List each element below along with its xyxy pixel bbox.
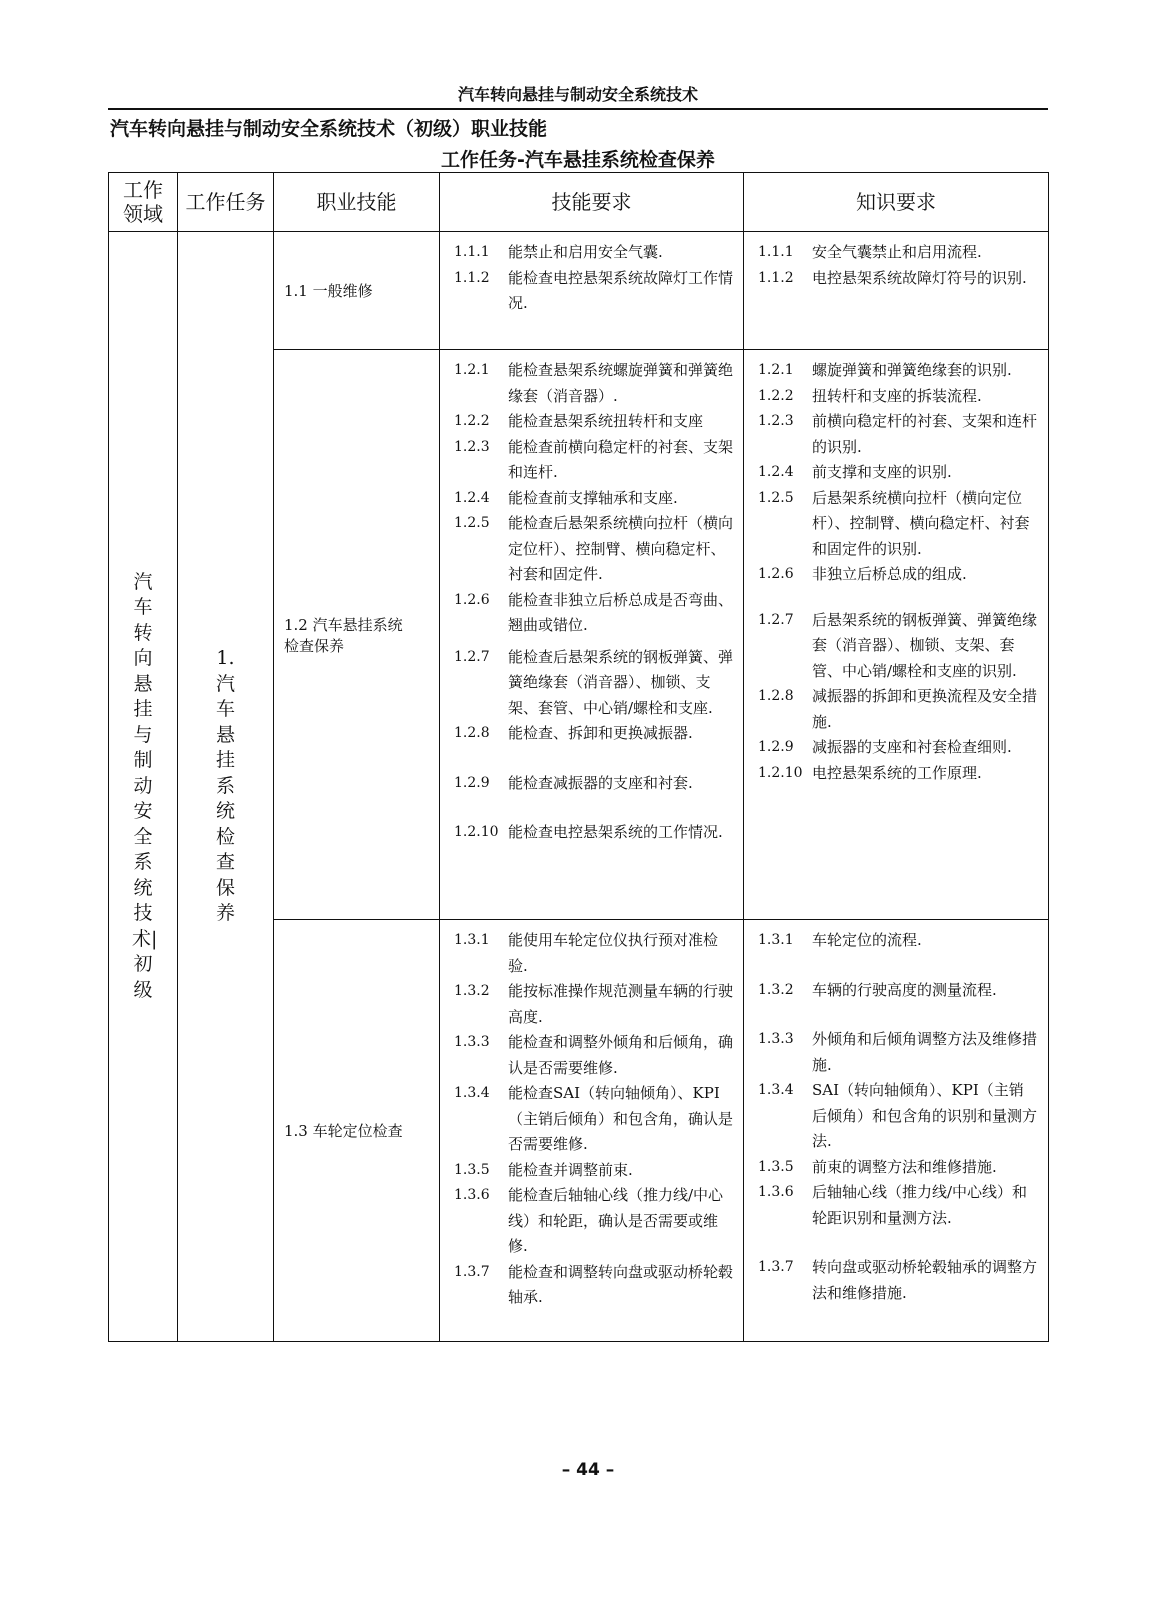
task-text: 1.汽车悬挂系统检查保养	[215, 647, 235, 925]
list-item: 1.3.4 能检查SAI（转向轴倾角）、KPI（主销后倾角）和包含角，确认是否需要维修.	[454, 1084, 734, 1153]
knowledge-cell	[744, 232, 1049, 350]
header-task: 工作任务	[178, 173, 274, 232]
list-item: 1.3.5 前束的调整方法和维修措施.	[758, 1157, 997, 1176]
list-item: 1.2.2 能检查悬架系统扭转杆和支座	[454, 412, 704, 430]
list-item: 1.3.3 外倾角和后倾角调整方法及维修措施.	[758, 1030, 1038, 1074]
list-item: 1.2.10 电控悬架系统的工作原理.	[758, 763, 982, 782]
ability-cell	[440, 232, 744, 350]
list-item: 1.2.2 扭转杆和支座的拆装流程.	[758, 386, 982, 405]
header-ability: 技能要求	[440, 173, 744, 232]
table-row	[109, 232, 1049, 350]
list-item: 1.3.1 能使用车轮定位仪执行预对准检验.	[454, 931, 719, 975]
list-item: 1.2.7 后悬架系统的钢板弹簧、弹簧绝缘套（消音器）、枷锁、支架、套管、中心销/螺栓和支座的识别.	[758, 610, 1038, 680]
list-item: 1.1.2 能检查电控悬架系统故障灯工作情况.	[454, 268, 734, 312]
list-item: 1.2.1 螺旋弹簧和弹簧绝缘套的识别.	[758, 361, 1012, 379]
list-item: 1.2.3 能检查前横向稳定杆的衬套、支架和连杆.	[454, 437, 734, 481]
header-skill: 职业技能	[274, 173, 440, 232]
list-item: 1.3.7 能检查和调整转向盘或驱动桥轮毂轴承.	[454, 1262, 734, 1306]
list-item: 1.1.1 安全气囊禁止和启用流程.	[758, 243, 982, 261]
knowledge-cell	[744, 920, 1049, 1342]
list-item: 1.2.5 后悬架系统横向拉杆（横向定位杆）、控制臂、横向稳定杆、衬套和固定件的识别.	[758, 488, 1030, 558]
list-item: 1.3.1 车轮定位的流程.	[758, 931, 922, 949]
list-item: 1.2.8 减振器的拆卸和更换流程及安全措施.	[758, 687, 1038, 731]
list-item: 1.2.7 能检查后悬架系统的钢板弹簧、弹簧绝缘套（消音器）、枷锁、支架、套管、中心销/螺栓和支座.	[454, 647, 734, 717]
skills-table	[108, 172, 1049, 1342]
task-cell	[178, 232, 274, 1342]
skill-cell	[274, 232, 440, 350]
list-item: 1.2.3 前横向稳定杆的衬套、支架和连杆的识别.	[758, 412, 1038, 456]
list-item: 1.2.6 能检查非独立后桥总成是否弯曲、翘曲或错位.	[454, 590, 734, 634]
list-item: 1.2.5 能检查后悬架系统横向拉杆（横向定位杆）、控制臂、横向稳定杆、衬套和固定件.	[454, 514, 734, 583]
list-item: 1.3.2 能按标准操作规范测量车辆的行驶高度.	[454, 982, 734, 1026]
list-item: 1.2.1 能检查悬架系统螺旋弹簧和弹簧绝缘套（消音器）.	[454, 361, 734, 405]
header-domain: 工作领域	[109, 173, 178, 232]
knowledge-cell	[744, 350, 1049, 920]
list-item: 1.1.1 能禁止和启用安全气囊.	[454, 243, 663, 261]
list-item: 1.2.9 能检查减振器的支座和衬套.	[454, 773, 693, 792]
ability-cell	[440, 350, 744, 920]
running-header: 汽车转向悬挂与制动安全系统技术	[457, 85, 698, 104]
skill-text: 1.2 汽车悬挂系统检查保养	[284, 615, 403, 655]
document-title: 汽车转向悬挂与制动安全系统技术（初级）职业技能	[110, 118, 548, 140]
header-knowledge: 知识要求	[744, 173, 1049, 232]
table-header-row	[109, 173, 1049, 232]
skill-cell	[274, 920, 440, 1342]
list-item: 1.3.2 车辆的行驶高度的测量流程.	[758, 980, 997, 999]
skill-text: 1.3 车轮定位检查	[284, 1122, 403, 1140]
list-item: 1.3.6 能检查后轴轴心线（推力线/中心线）和轮距，确认是否需要或维修.	[454, 1186, 724, 1255]
list-item: 1.2.4 前支撑和支座的识别.	[758, 463, 952, 481]
list-item: 1.2.9 减振器的支座和衬套检查细则.	[758, 738, 1012, 756]
list-item: 1.2.8 能检查、拆卸和更换减振器.	[454, 724, 693, 742]
skill-text: 1.1 一般维修	[284, 282, 373, 300]
list-item: 1.3.3 能检查和调整外倾角和后倾角，确认是否需要维修.	[454, 1033, 734, 1077]
list-item: 1.3.7 转向盘或驱动桥轮毂轴承的调整方法和维修措施.	[758, 1258, 1038, 1302]
page-number: – 44 –	[561, 1460, 615, 1480]
header-rule	[108, 108, 1048, 110]
domain-text: 汽车转向悬挂与制动安全系统技术|初级	[132, 570, 158, 1001]
list-item: 1.2.4 能检查前支撑轴承和支座.	[454, 488, 678, 507]
list-item: 1.1.2 电控悬架系统故障灯符号的识别.	[758, 268, 1027, 287]
list-item: 1.2.10 能检查电控悬架系统的工作情况.	[454, 823, 723, 841]
list-item: 1.3.6 后轴轴心线（推力线/中心线）和轮距识别和量测方法.	[758, 1183, 1028, 1227]
skill-cell	[274, 350, 440, 920]
table-title: 工作任务-汽车悬挂系统检查保养	[441, 149, 715, 171]
domain-cell	[109, 232, 178, 1342]
ability-cell	[440, 920, 744, 1342]
list-item: 1.2.6 非独立后桥总成的组成.	[758, 565, 967, 583]
list-item: 1.3.4 SAI（转向轴倾角）、KPI（主销后倾角）和包含角的识别和量测方法.	[758, 1081, 1038, 1150]
list-item: 1.3.5 能检查并调整前束.	[454, 1160, 633, 1179]
